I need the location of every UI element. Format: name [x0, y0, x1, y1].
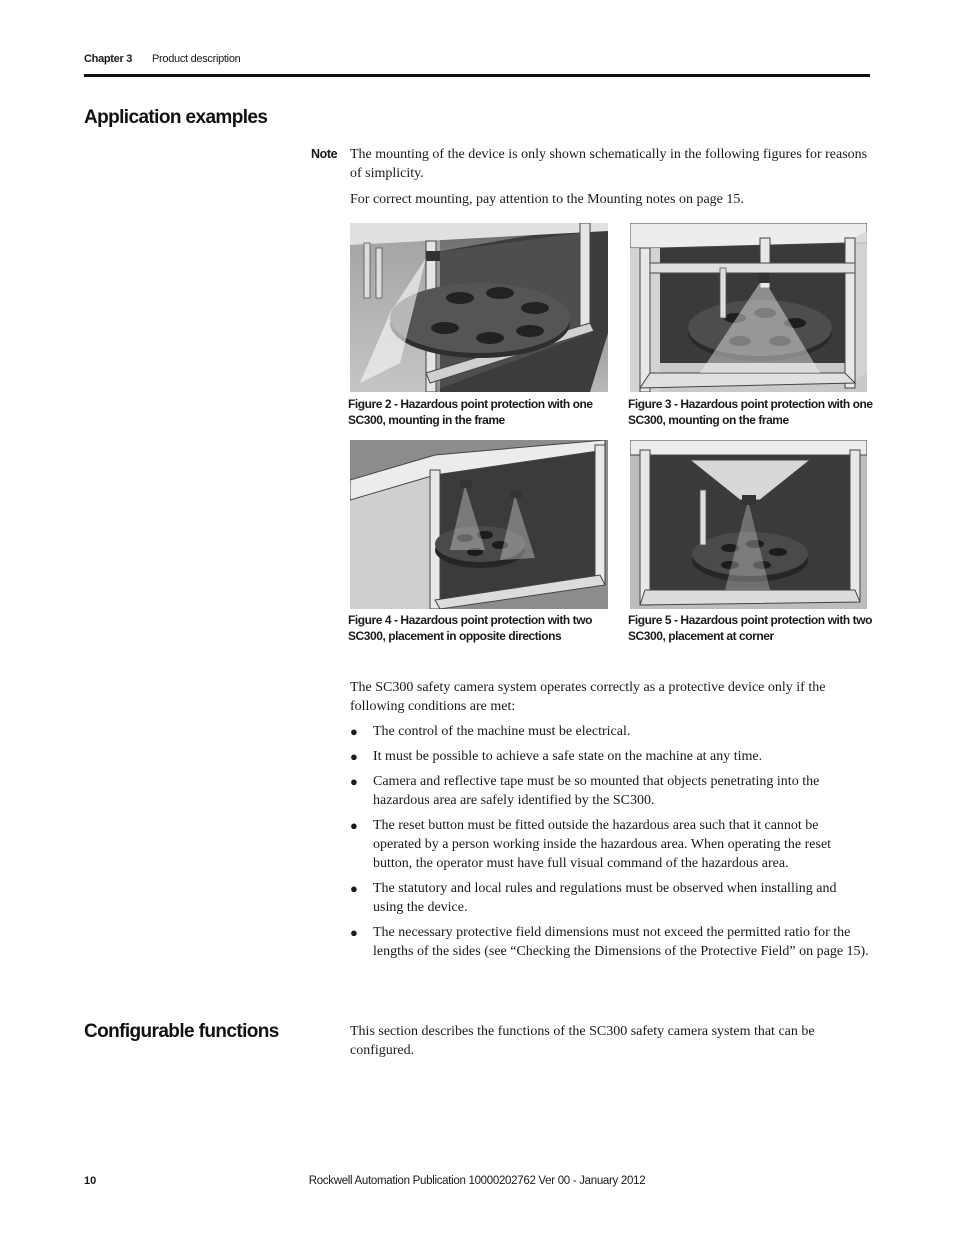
list-item	[350, 747, 870, 766]
list-item-text: The control of the machine must be electrical.	[373, 724, 631, 739]
header-chapter: Chapter 3	[84, 53, 133, 65]
figure-2-image	[350, 223, 608, 392]
list-item-text: The reset button must be fitted outside the hazardous area such that it cannot be operated by a person working inside the hazardous area. When operating the reset button, the operator must have full visual command of the hazardous area.	[373, 818, 832, 871]
figure-5-image	[630, 440, 867, 609]
header-section-title: Product description	[152, 53, 241, 65]
configurable-functions-text: This section describes the functions of the SC300 safety camera system that can be configured.	[350, 1024, 815, 1058]
note-text: The mounting of the device is only shown schematically in the following figures for reasons of simplicity.	[350, 147, 868, 181]
list-item	[350, 772, 870, 810]
bullet-icon: ●	[350, 724, 358, 739]
list-item-text: The statutory and local rules and regulations must be observed when installing and using the device.	[373, 881, 837, 915]
bullet-icon: ●	[350, 749, 358, 764]
conditions-list	[350, 722, 870, 967]
figure-3-image	[630, 223, 867, 392]
figure-4-caption: Figure 4 - Hazardous point protection with two SC300, placement in opposite directions	[348, 613, 592, 643]
section-heading-application-examples: Application examples	[84, 107, 268, 128]
list-item	[350, 816, 870, 873]
conditions-intro: The SC300 safety camera system operates correctly as a protective device only if the following conditions are met:	[350, 680, 826, 714]
section-heading-configurable-functions: Configurable functions	[84, 1021, 279, 1042]
header-rule	[84, 74, 870, 77]
list-item-text: Camera and reflective tape must be so mounted that objects penetrating into the hazardous area are safely identified by the SC300.	[373, 774, 820, 808]
list-item-text: It must be possible to achieve a safe state on the machine at any time.	[373, 749, 763, 764]
figure-4-image	[350, 440, 608, 609]
page-number: 10	[84, 1175, 97, 1187]
list-item	[350, 923, 870, 961]
list-item	[350, 879, 870, 917]
bullet-icon: ●	[350, 774, 358, 789]
bullet-icon: ●	[350, 818, 358, 833]
bullet-icon: ●	[350, 925, 358, 940]
figure-2-caption: Figure 2 - Hazardous point protection with one SC300, mounting in the frame	[348, 397, 593, 427]
note-followup: For correct mounting, pay attention to the Mounting notes on page 15.	[350, 192, 744, 207]
note-label: Note	[311, 147, 338, 161]
figure-3-caption: Figure 3 - Hazardous point protection with one SC300, mounting on the frame	[628, 397, 873, 427]
list-item	[350, 722, 870, 741]
list-item-text: The necessary protective field dimensions must not exceed the permitted ratio for the lengths of the sides (see “Checking the Dimensions of the Protective Field” on page 15).	[373, 925, 869, 959]
footer-publication: Rockwell Automation Publication 10000202762 Ver 00 - January 2012	[308, 1175, 646, 1187]
figure-5-caption: Figure 5 - Hazardous point protection with two SC300, placement at corner	[628, 613, 872, 643]
bullet-icon: ●	[350, 881, 358, 896]
